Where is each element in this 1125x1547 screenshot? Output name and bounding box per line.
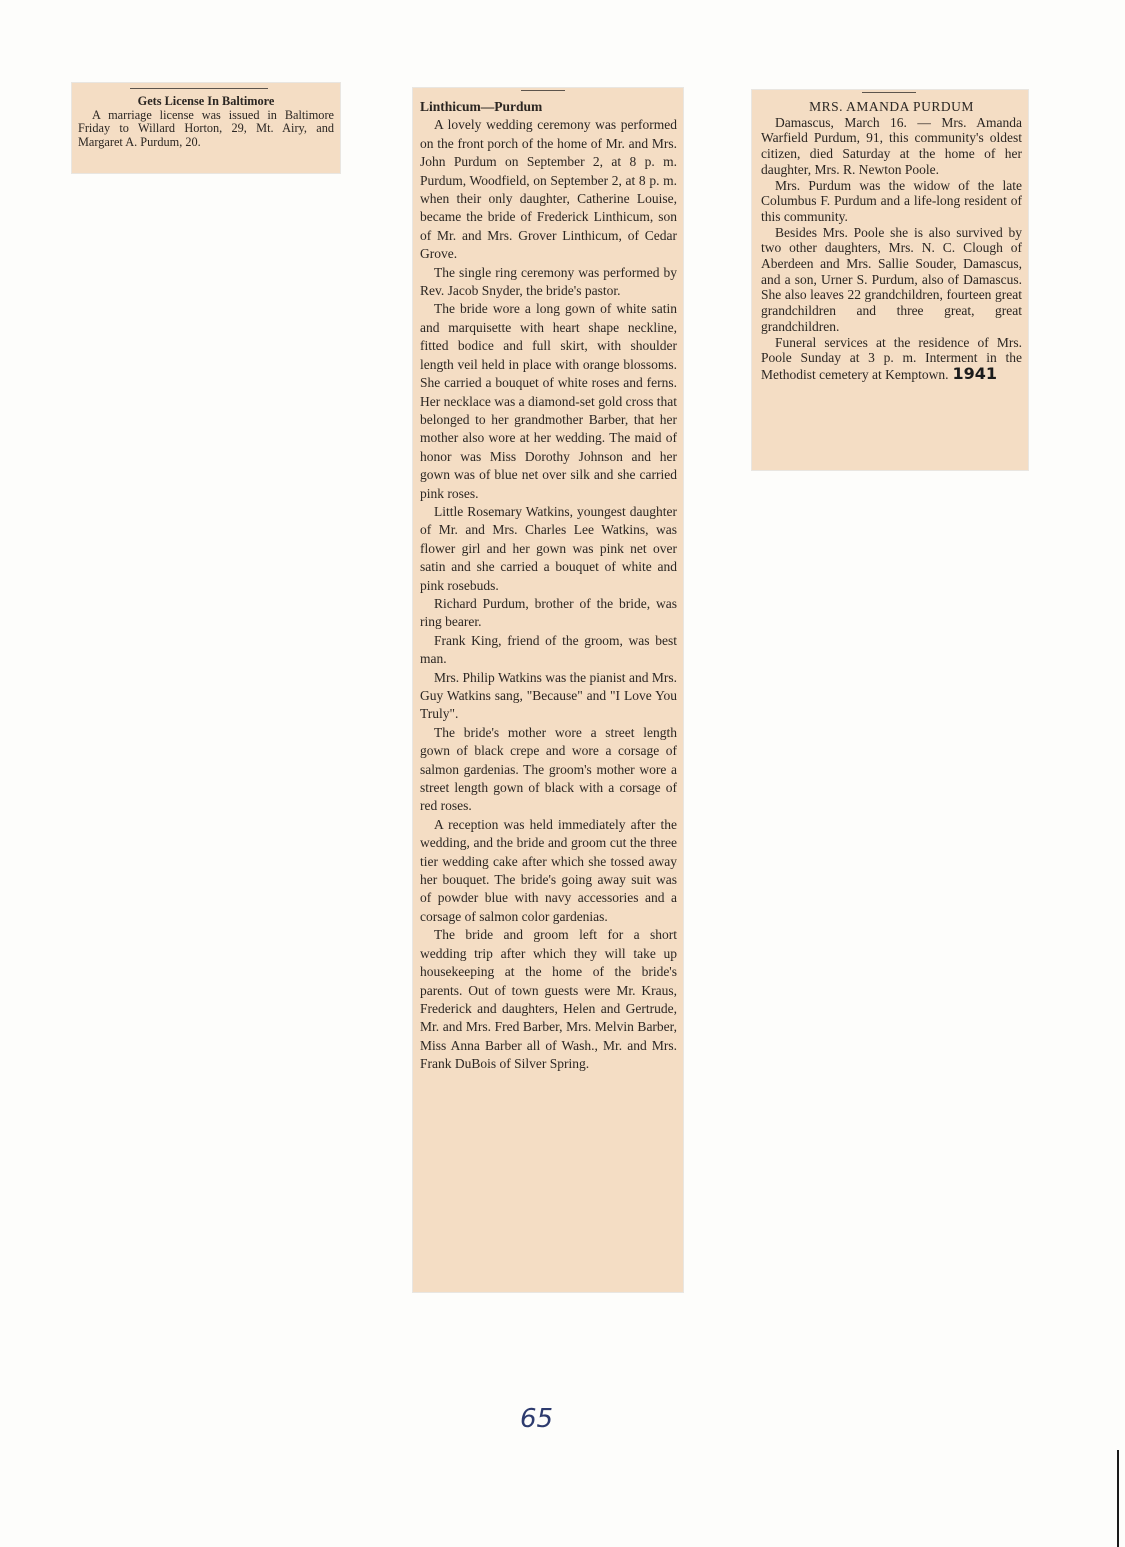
page-number: 65	[520, 1404, 554, 1434]
paragraph: The bride and groom left for a short wedding trip after which they will take up housekeeping at the home of the bride's parents. Out of town guests were Mr. Kraus, Frederick and daughters, Helen and Gertrude, Mr. and Mrs. Fred Barber, Mrs. Melvin Barber, Miss Anna Barber all of Wash., Mr. and Mrs. Frank DuBois of Silver Spring.	[420, 927, 677, 1072]
clipping-wedding	[413, 88, 683, 1292]
headline: Linthicum—Purdum	[420, 99, 543, 114]
clipping-marriage-license	[72, 83, 340, 173]
paragraph: A reception was held immediately after the wedding, and the bride and groom cut the three tier wedding cake after which she tossed away her bouquet. The bride's going away suit was of powder blue with navy accessories and a corsage of salmon color gardenias.	[420, 816, 677, 924]
paragraph: A lovely wedding ceremony was performed on the front porch of the home of Mr. and Mrs. John Purdum on September 2, at 8 p. m. Purdum, Woodfield, on September 2, at 8 p. m. when their only daughter, Catherine Louise, became the bride of Frederick Linthicum, son of Mr. and Mrs. Grover Linthicum, of Cedar Grove.	[420, 117, 677, 262]
top-rule	[521, 90, 565, 91]
clipping-obituary	[752, 90, 1028, 470]
scan-edge	[1117, 1450, 1119, 1547]
headline: Gets License In Baltimore	[137, 94, 275, 108]
paragraph: The bride's mother wore a street length gown of black crepe and wore a corsage of salmon gardenias. The groom's mother wore a street length gown of black with a corsage of red roses.	[420, 724, 677, 814]
paragraph: Frank King, friend of the groom, was best man.	[420, 632, 677, 667]
paragraph: The single ring ceremony was performed by Rev. Jacob Snyder, the bride's pastor.	[420, 264, 677, 299]
paragraph: The bride wore a long gown of white satin and marquisette with heart shape neckline, fitted bodice and full skirt, with shoulder length veil held in place with orange blossoms. She carried a bouquet of white roses and ferns. Her necklace was a diamond-set gold cross that belonged to her grandmother Barber, that her mother also wore at her wedding. The maid of honor was Miss Dorothy Johnson and her gown was of blue net over silk and she carried pink roses.	[420, 301, 677, 501]
top-rule	[862, 92, 916, 93]
article-body: A marriage license was issued in Baltimore Friday to Willard Horton, 29, Mt. Airy, and Margaret A. Purdum, 20.	[78, 107, 334, 149]
paragraph: Little Rosemary Watkins, youngest daughter of Mr. and Mrs. Charles Lee Watkins, was flower girl and her gown was pink net over satin and she carried a bouquet of white and pink rosebuds.	[420, 503, 677, 593]
paragraph-last	[761, 335, 1022, 383]
paragraph: Richard Purdum, brother of the bride, was ring bearer.	[420, 595, 677, 630]
paragraph: Damascus, March 16. — Mrs. Amanda Warfield Purdum, 91, this community's oldest citizen, died Saturday at the home of her daughter, Mrs. R. Newton Poole.	[761, 114, 1022, 177]
handwritten-year: 1941	[952, 363, 997, 383]
paragraph: Besides Mrs. Poole she is also survived by two other daughters, Mrs. N. C. Clough of Aberdeen and Mrs. Sallie Souder, Damascus, and a son, Urner S. Purdum, also of Damascus. She also leaves 22 grandchildren, fourteen great grandchildren and three great, great grandchildren.	[761, 224, 1022, 334]
headline: MRS. AMANDA PURDUM	[809, 99, 974, 114]
paragraph-text: Funeral services at the residence of Mrs. Poole Sunday at 3 p. m. Interment in the Methodist cemetery at Kemptown.	[761, 334, 1022, 382]
paragraph: Mrs. Purdum was the widow of the late Columbus F. Purdum and a life-long resident of this community.	[761, 177, 1022, 224]
top-rule	[130, 88, 268, 89]
paragraph: Mrs. Philip Watkins was the pianist and Mrs. Guy Watkins sang, "Because" and "I Love You Truly".	[420, 669, 677, 722]
